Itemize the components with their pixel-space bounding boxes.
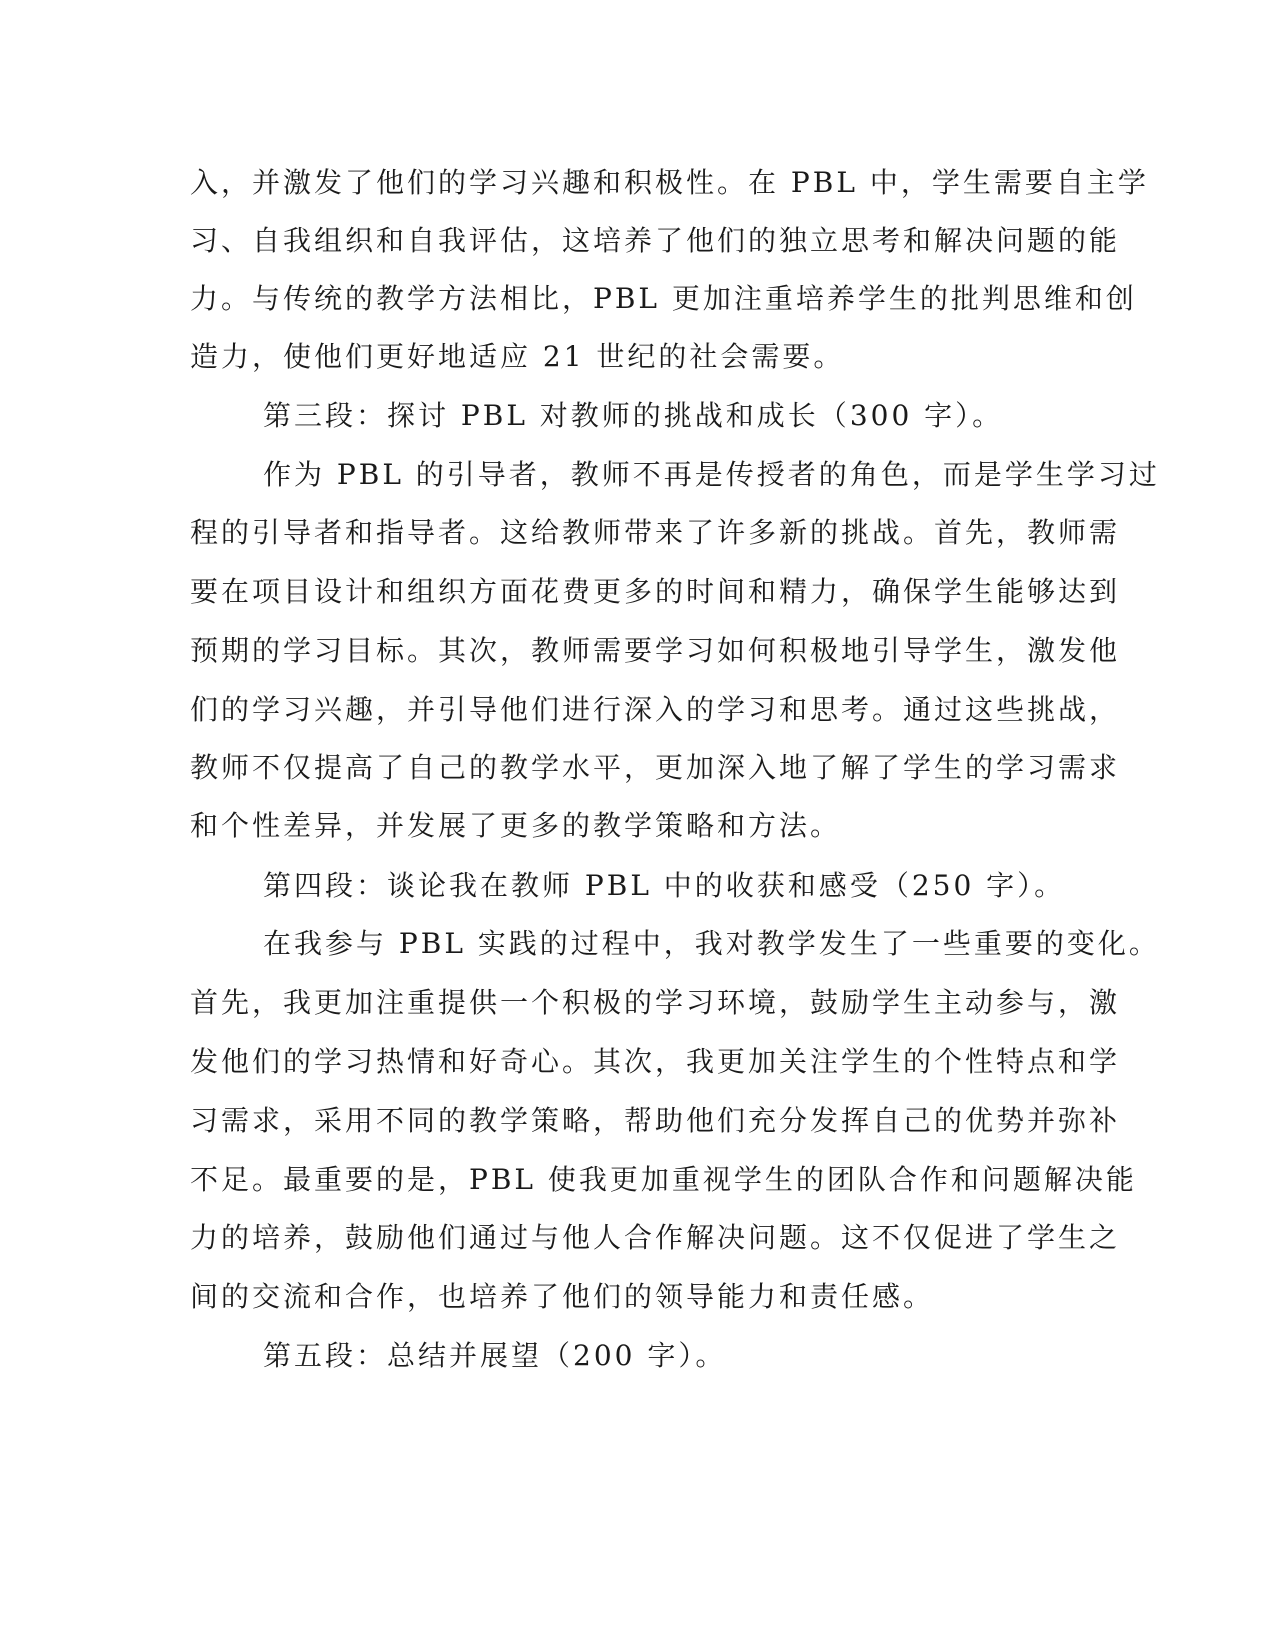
paragraph-line: 们的学习兴趣，并引导他们进行深入的学习和思考。通过这些挑战， [190, 693, 1121, 726]
paragraph-line: 和个性差异，并发展了更多的教学策略和方法。 [190, 809, 842, 842]
section-heading-5: 第五段：总结并展望（200 字）。 [263, 1339, 727, 1372]
paragraph-line: 间的交流和合作，也培养了他们的领导能力和责任感。 [190, 1280, 935, 1313]
paragraph-line: 程的引导者和指导者。这给教师带来了许多新的挑战。首先，教师需 [190, 516, 1121, 549]
paragraph-first-line: 作为 PBL 的引导者，教师不再是传授者的角色，而是学生学习过 [263, 458, 1160, 491]
paragraph-line: 发他们的学习热情和好奇心。其次，我更加关注学生的个性特点和学 [190, 1045, 1121, 1078]
section-heading-4: 第四段：谈论我在教师 PBL 中的收获和感受（250 字）。 [263, 869, 1066, 902]
paragraph-line: 要在项目设计和组织方面花费更多的时间和精力，确保学生能够达到 [190, 575, 1121, 608]
paragraph-line: 力的培养，鼓励他们通过与他人合作解决问题。这不仅促进了学生之 [190, 1221, 1121, 1254]
paragraph-line: 入，并激发了他们的学习兴趣和积极性。在 PBL 中，学生需要自主学 [190, 166, 1149, 199]
section-heading-3: 第三段：探讨 PBL 对教师的挑战和成长（300 字）。 [263, 399, 1004, 432]
paragraph-line: 习需求，采用不同的教学策略，帮助他们充分发挥自己的优势并弥补 [190, 1104, 1121, 1137]
paragraph-line: 造力，使他们更好地适应 21 世纪的社会需要。 [190, 340, 845, 373]
paragraph-line: 力。与传统的教学方法相比，PBL 更加注重培养学生的批判思维和创 [190, 282, 1137, 315]
paragraph-line: 不足。最重要的是，PBL 使我更加重视学生的团队合作和问题解决能 [190, 1163, 1137, 1196]
paragraph-line: 预期的学习目标。其次，教师需要学习如何积极地引导学生，激发他 [190, 634, 1121, 667]
paragraph-line: 首先，我更加注重提供一个积极的学习环境，鼓励学生主动参与，激 [190, 986, 1121, 1019]
paragraph-first-line: 在我参与 PBL 实践的过程中，我对教学发生了一些重要的变化。 [263, 927, 1160, 960]
paragraph-line: 习、自我组织和自我评估，这培养了他们的独立思考和解决问题的能 [190, 224, 1121, 257]
paragraph-line: 教师不仅提高了自己的教学水平，更加深入地了解了学生的学习需求 [190, 751, 1121, 784]
